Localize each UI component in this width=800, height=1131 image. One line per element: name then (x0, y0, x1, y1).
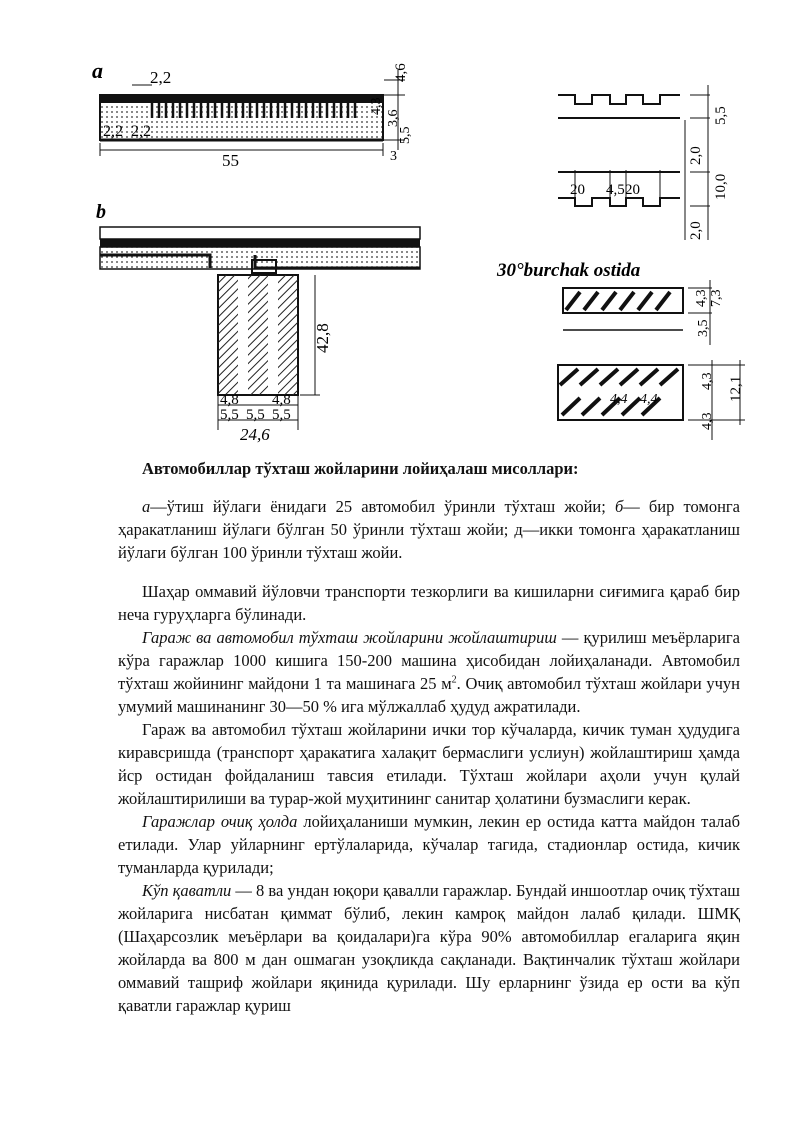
diagram-right-top (558, 85, 729, 240)
dim-rt-0: 5,5 (713, 106, 729, 125)
dim-rt-4: 20 (625, 182, 640, 198)
dim-b-1: 4,8 (220, 392, 239, 408)
dim-b-3: 5,5 (220, 407, 239, 423)
dim-rb-7: 4,4 (640, 392, 658, 407)
dim-a-7: 55 (222, 151, 239, 170)
dim-a-1: 4,6 (393, 63, 409, 82)
dim-rb-4: 12,1 (728, 375, 744, 402)
legend-a-text: —ўтиш йўлаги ёнидаги 25 автомобил ўринли тўхташ жойи; (150, 497, 615, 516)
paragraph-5 (118, 879, 740, 1017)
dim-a-5: 3,6 (386, 109, 401, 127)
label-b: b (96, 201, 106, 223)
figure-legend (118, 495, 740, 564)
angle-label: 30°burchak ostida (497, 260, 641, 281)
dim-b-5: 5,5 (272, 407, 291, 423)
dim-a-4: 4,3 (369, 97, 384, 115)
dim-rb-3: 4,3 (700, 372, 715, 390)
dim-rt-2: 20 (570, 182, 585, 198)
paragraph-4-text: лойиҳаланиши мумкин, лекин ер остида катта майдон талаб етилади. Улар уйларнинг ертўлаларида, кўчалар тагида, стадионлар остида, кичик туманларда қурилади; (118, 812, 740, 877)
dim-rt-3: 4,5 (606, 182, 625, 198)
dim-a-3: 2,2 (131, 123, 151, 140)
body-text (118, 580, 740, 1017)
diagram-right-bottom (496, 260, 745, 440)
superscript-2: 2 (451, 674, 457, 686)
dim-rt-1: 2,0 (688, 146, 704, 165)
paragraph-5-text: — 8 ва ундан юқори қавалли гаражлар. Бундай иншоотлар очиқ тўхташ жойларига нисбатан қиммат бўлиб, лекин камроқ майдон лалаб қилади. ШМҚ (Шаҳарсозлик меъёрлари ва қоидалари)га кўра 90% автомобиллар егаларига яқин жойларда ва 800 м дан ошмаган узоқликда сақланади. Вақтинчалик тўхташ жойлари оммавий ташриф жойлари яқинида қурилади. Шу ерларнинг ўзида ер ости ва кўп қаватли гаражлар қуриш (118, 881, 740, 1015)
dim-rt-6: 2,0 (688, 221, 704, 240)
paragraph-4 (118, 810, 740, 879)
dim-b-6: 24,6 (240, 425, 270, 444)
dim-rb-5: 4,3 (700, 412, 715, 430)
paragraph-2 (118, 626, 740, 718)
legend-a-letter: а (142, 497, 151, 516)
paragraph-2-text-b: . Очиқ автомобил тўхташ жойлари учун умумий машинанинг 30—50 % ига мўлжаллаб ҳудуд ажратилади. (118, 674, 741, 716)
paragraph-3: Гараж ва автомобил тўхташ жойларини ички тор кўчаларда, кичик туман ҳудудига киравсришда (транспорт ҳаракатига халақит бермаслиги услиун) жойлаштириш ҳамда йср остидан фойдаланиш тавсия етилади. Тўхташ жойлари аҳоли учун қулай жойлаштирилиши ва турар-жой муҳитининг санитар ҳолатини бузмаслиги керак. (118, 720, 740, 808)
paragraph-1: Шаҳар оммавий йўловчи транспорти тезкорлиги ва кишиларни сиғимига қараб бир неча гуруҳларга бўлинади. (118, 582, 740, 624)
diagram-b (96, 201, 420, 444)
dim-a-2: 2,2 (103, 123, 123, 140)
paragraph-5-term: Кўп қаватли (142, 881, 232, 900)
dim-b-0: 42,8 (313, 323, 332, 353)
legend-b-letter: б (614, 497, 624, 516)
dim-rt-5: 10,0 (713, 173, 729, 200)
label-a: а (92, 58, 103, 83)
diagram-a (92, 58, 413, 170)
dim-b-2: 4,8 (272, 392, 291, 408)
dim-b-4: 5,5 (246, 407, 265, 423)
dim-a-8: 3 (390, 149, 397, 164)
dim-rb-2: 3,5 (696, 319, 711, 337)
paragraph-2-text-a: — қурилиш меъёрларига кўра гаражлар 1000 кишига 150-200 машина ҳисобидан лойиҳаланади. Автомобил тўхташ жойининг майдони 1 та машинага 25 м (118, 628, 740, 693)
parking-layout-figure (0, 0, 800, 450)
dim-rb-1: 7,3 (709, 289, 724, 307)
dim-rb-6: 4,4 (610, 392, 628, 407)
dim-a-0: 2,2 (150, 68, 172, 87)
legend-b-text: — бир томонга ҳаракатланиш йўлаги бўлган 50 ўринли тўхташ жойи; д—икки томонга ҳаракатланиш йўлаги бўлган 100 ўринли тўхташ жойи. (118, 497, 740, 562)
paragraph-2-term: Гараж ва автомобил тўхташ жойларини жойлаштириш (142, 628, 557, 647)
dim-a-6: 5,5 (398, 126, 413, 144)
paragraph-4-term: Гаражлар очиқ ҳолда (142, 812, 298, 831)
figure-caption: Автомобиллар тўхташ жойларини лойиҳалаш мисоллари: (142, 459, 579, 478)
dim-rb-0: 4,3 (694, 289, 709, 307)
